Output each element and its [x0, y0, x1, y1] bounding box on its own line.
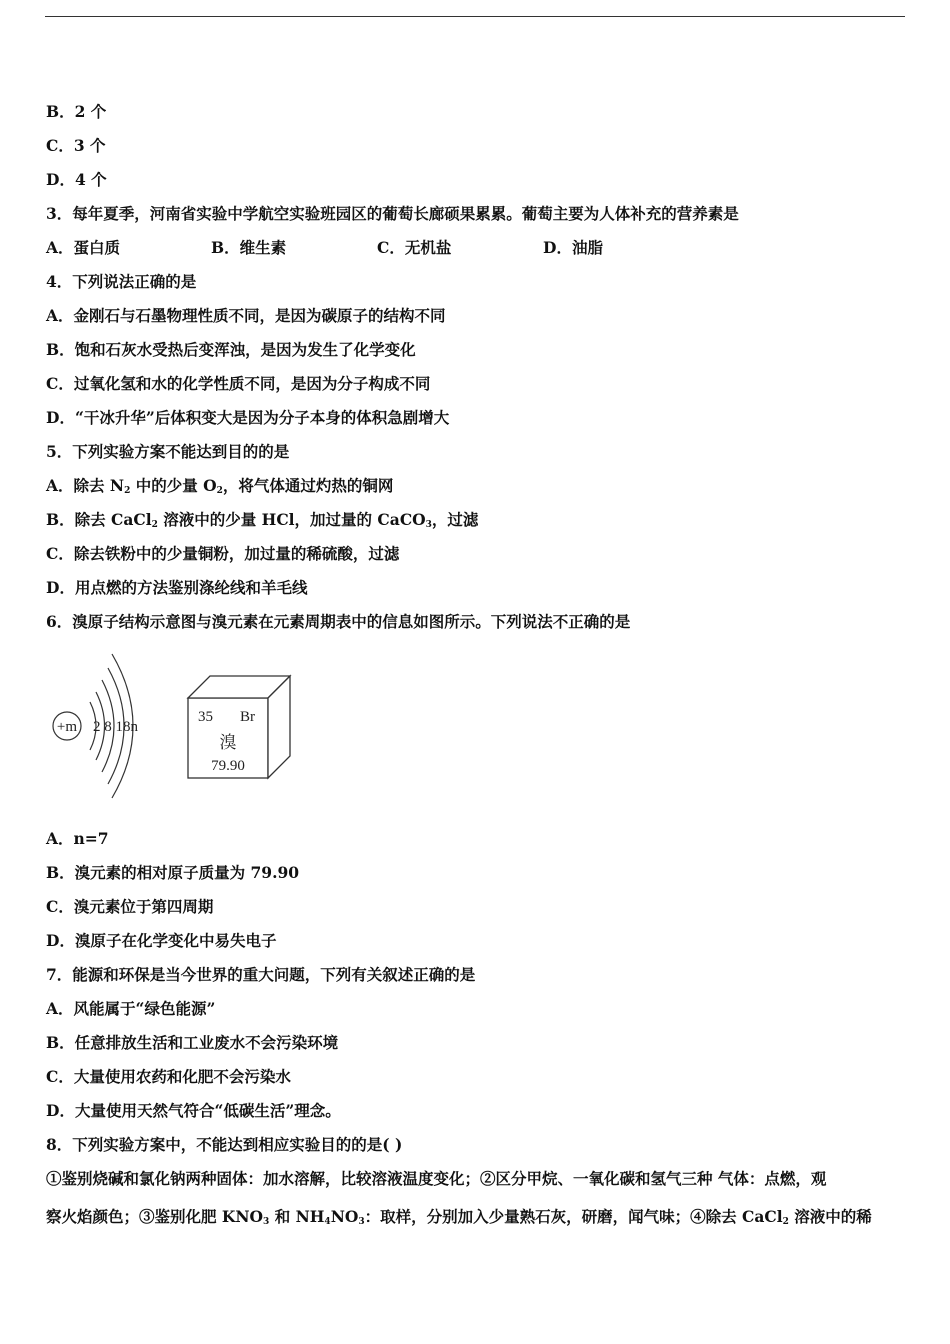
- q4-stem: 4．下列说法正确的是: [46, 272, 197, 291]
- q8-body-line-2: 察火焰颜色；③鉴别化肥 $KNO_3$ 和 $NH_4NO_3$：取样，分别加入少量熟石灰，研磨，闻气味；④除去 CaCl$_2$ 溶液中的稀: [46, 1207, 872, 1227]
- q7-option-a: A．风能属于“绿色能源”: [46, 999, 216, 1018]
- q2-option-d: D．4 个: [46, 170, 107, 189]
- q5-option-d: D．用点燃的方法鉴别涤纶线和羊毛线: [46, 578, 308, 597]
- q4-option-a: A．金刚石与石墨物理性质不同，是因为碳原子的结构不同: [46, 306, 446, 325]
- q2-option-c: C．3 个: [46, 136, 106, 155]
- q7-option-c: C．大量使用农药和化肥不会污染水: [46, 1067, 291, 1086]
- element-name: 溴: [219, 733, 237, 752]
- q8-body-line-1: ①鉴别烧碱和氯化钠两种固体：加水溶解，比较溶液温度变化；②区分甲烷、一氧化碳和氢气三种 气体：点燃，观: [46, 1169, 827, 1188]
- q6-option-b: B．溴元素的相对原子质量为 79.90: [46, 863, 300, 882]
- q3-option-d: D．油脂: [543, 238, 603, 257]
- shell-electrons: 2 8 18n: [93, 719, 138, 735]
- q7-stem: 7．能源和环保是当今世界的重大问题，下列有关叙述正确的是: [46, 965, 476, 984]
- periodic-table-cell: [184, 672, 296, 782]
- atomic-mass: 79.90: [211, 758, 245, 774]
- q6-option-d: D．溴原子在化学变化中易失电子: [46, 931, 277, 950]
- q7-option-b: B．任意排放生活和工业废水不会污染环境: [46, 1033, 339, 1052]
- q6-option-c: C．溴元素位于第四周期: [46, 897, 214, 916]
- header-rule: [45, 16, 905, 17]
- q5-option-c: C．除去铁粉中的少量铜粉，加过量的稀硫酸，过滤: [46, 544, 400, 563]
- atomic-number: 35: [198, 709, 213, 725]
- q3-option-b: B．维生素: [211, 238, 287, 257]
- q2-option-b: B．2 个: [46, 102, 107, 121]
- q8-stem: 8．下列实验方案中，不能达到相应实验目的的是( ): [46, 1135, 403, 1154]
- q3-stem: 3．每年夏季，河南省实验中学航空实验班园区的葡萄长廊硕果累累。葡萄主要为人体补充的营养素是: [46, 204, 739, 223]
- q5-stem: 5．下列实验方案不能达到目的的是: [46, 442, 290, 461]
- q4-option-d: D．“干冰升华”后体积变大是因为分子本身的体积急剧增大: [46, 408, 450, 427]
- q3-option-c: C．无机盐: [377, 238, 452, 257]
- q7-option-d: D．大量使用天然气符合“低碳生活”理念。: [46, 1101, 341, 1120]
- q4-option-b: B．饱和石灰水受热后变浑浊，是因为发生了化学变化: [46, 340, 416, 359]
- q5-option-a: A．除去 $N_2$ 中的少量 $O_2$，将气体通过灼热的铜网: [46, 476, 394, 496]
- bromine-atom-diagram: [46, 650, 156, 800]
- q4-option-c: C．过氧化氢和水的化学性质不同，是因为分子构成不同: [46, 374, 431, 393]
- q5-option-b: B．除去 CaCl$_2$ 溶液中的少量 HCl，加过量的 CaCO$_3$，过滤: [46, 510, 479, 530]
- q3-option-a: A．蛋白质: [46, 238, 121, 257]
- q3-options: [46, 238, 603, 258]
- q6-option-a: A．n=7: [46, 829, 109, 848]
- element-symbol: Br: [240, 709, 255, 725]
- nucleus-label: +m: [56, 719, 78, 735]
- q6-stem: 6．溴原子结构示意图与溴元素在元素周期表中的信息如图所示。下列说法不正确的是: [46, 612, 631, 631]
